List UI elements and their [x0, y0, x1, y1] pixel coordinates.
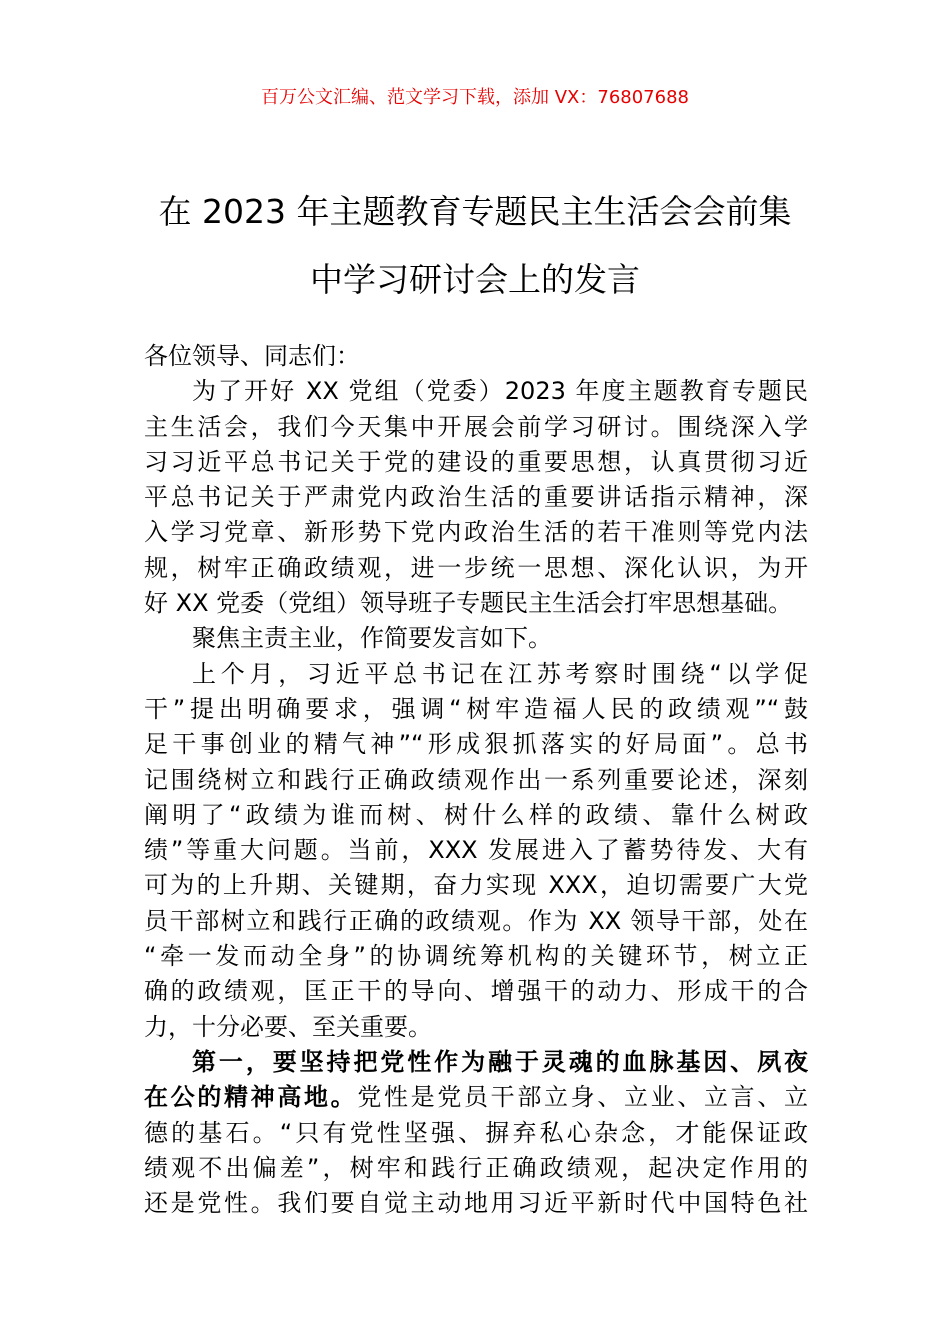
paragraph-4-heading-part-2: 在公的精神高地。 [144, 1083, 358, 1112]
paragraph-1-line-4: 平总书记关于严肃党内政治生活的重要讲话指示精神，深 [144, 483, 808, 512]
paragraph-3-line-4: 记围绕树立和践行正确政绩观作出一系列重要论述，深刻 [144, 765, 808, 794]
paragraph-3-line-11: 力，十分必要、至关重要。 [144, 1012, 432, 1041]
document-body [144, 339, 808, 1221]
paragraph-3-line-2: 干”提出明确要求，强调“树牢造福人民的政绩观”“鼓 [144, 694, 808, 723]
paragraph-3-line-3: 足干事创业的精气神”“形成狠抓落实的好局面”。总书 [144, 730, 808, 759]
paragraph-1-line-5: 入学习党章、新形势下党内政治生活的若干准则等党内法 [144, 518, 808, 547]
paragraph-3-line-7: 可为的上升期、关键期，奋力实现 XXX，迫切需要广大党 [144, 871, 808, 900]
paragraph-3-line-10: 确的政绩观，匡正干的导向、增强干的动力、形成干的合 [144, 977, 808, 1006]
paragraph-1-line-3: 习习近平总书记关于党的建设的重要思想，认真贯彻习近 [144, 447, 808, 476]
paragraph-3-line-5: 阐明了“政绩为谁而树、树什么样的政绩、靠什么树政 [144, 800, 808, 829]
paragraph-3-line-8: 员干部树立和践行正确的政绩观。作为 XX 领导干部，处在 [144, 906, 808, 935]
paragraph-4-line-5: 还是党性。我们要自觉主动地用习近平新时代中国特色社 [144, 1189, 808, 1218]
title-line-1: 在 2023 年主题教育专题民主生活会会前集 [158, 192, 792, 231]
paragraph-4-line-3: 德的基石。“只有党性坚强、摒弃私心杂念，才能保证政 [144, 1118, 808, 1147]
paragraph-4-heading-part-1: 第一，要坚持把党性作为融于灵魂的血脉基因、夙夜 [192, 1047, 808, 1076]
paragraph-1-line-6: 规，树牢正确政绩观，进一步统一思想、深化认识，为开 [144, 553, 808, 582]
paragraph-4-line-4: 绩观不出偏差”，树牢和践行正确政绩观，起决定作用的 [144, 1153, 808, 1182]
paragraph-3-line-1: 上个月，习近平总书记在江苏考察时围绕“以学促 [192, 659, 808, 688]
paragraph-2: 聚焦主责主业，作简要发言如下。 [192, 624, 552, 653]
paragraph-4-line-1 [144, 1045, 808, 1080]
salutation: 各位领导、同志们： [144, 342, 360, 370]
paragraph-1-line-7: 好 XX 党委（党组）领导班子专题民主生活会打牢思想基础。 [144, 589, 793, 618]
paragraph-1-line-2: 主生活会，我们今天集中开展会前学习研讨。围绕深入学 [144, 412, 808, 441]
document-title [110, 178, 840, 314]
title-line-2: 中学习研讨会上的发言 [310, 260, 640, 299]
paragraph-1-line-1: 为了开好 XX 党组（党委）2023 年度主题教育专题民 [192, 377, 808, 406]
paragraph-3-line-6: 绩”等重大问题。当前，XXX 发展进入了蓄势待发、大有 [144, 836, 808, 865]
paragraph-4-line-2-text: 党性是党员干部立身、立业、立言、立 [357, 1083, 809, 1112]
header-note: 百万公文汇编、范文学习下载，添加 VX：76807688 [261, 87, 689, 108]
paragraph-4-line-2 [144, 1080, 808, 1115]
paragraph-3-line-9: “牵一发而动全身”的协调统筹机构的关键环节，树立正 [144, 942, 808, 971]
